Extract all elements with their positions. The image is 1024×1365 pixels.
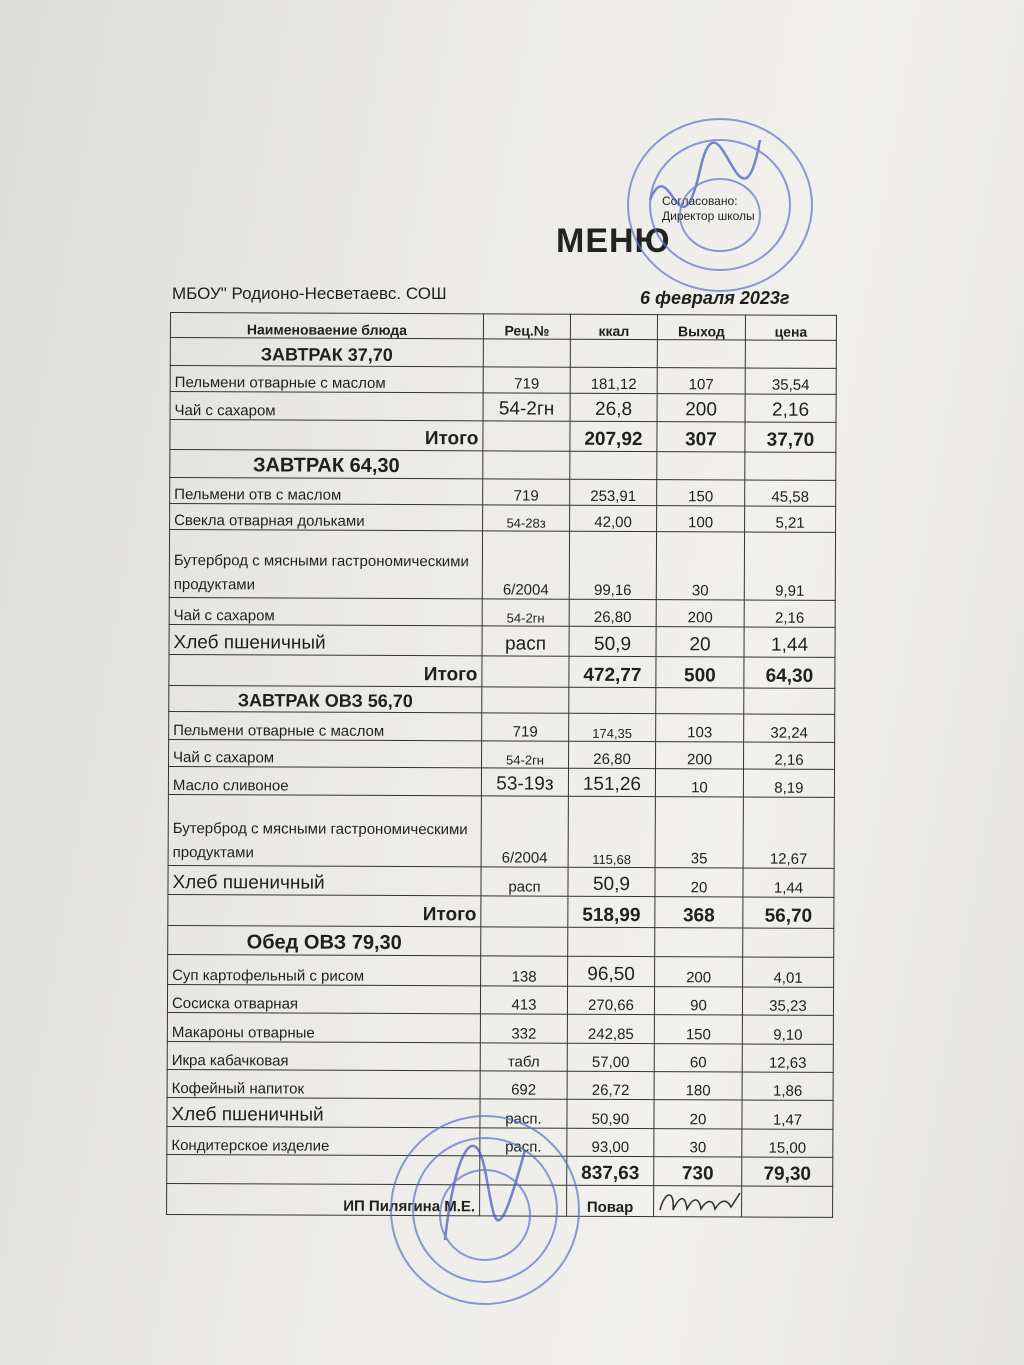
table-row xyxy=(168,766,834,797)
section-row xyxy=(168,925,834,957)
table-row xyxy=(167,1069,833,1100)
cell-kcal: 151,26 xyxy=(568,768,655,796)
table-row xyxy=(167,984,833,1015)
section-row xyxy=(169,685,835,714)
table-row xyxy=(169,530,835,601)
table-row xyxy=(167,1126,833,1157)
cell-dish: Макароны отварные xyxy=(167,1012,480,1042)
cell-yield: 730 xyxy=(654,1157,742,1186)
cell-dish: ЗАВТРАК 64,30 xyxy=(170,450,483,479)
header-yield: Выход xyxy=(657,315,745,340)
cell-price: 15,00 xyxy=(742,1129,833,1157)
cell-dish: Итого xyxy=(169,654,482,686)
table-row xyxy=(169,739,835,769)
approval-line: Согласовано: xyxy=(662,194,738,208)
header-price: цена xyxy=(745,315,836,340)
cell-price: 2,16 xyxy=(744,742,835,769)
cell-yield xyxy=(657,452,745,480)
section-row xyxy=(170,338,836,369)
cell-price xyxy=(743,928,834,957)
table-row xyxy=(169,711,835,742)
cell-kcal: 93,00 xyxy=(567,1128,654,1156)
cell-kcal: 26,80 xyxy=(569,599,656,626)
cell-yield: 368 xyxy=(655,897,743,928)
cell-recipe: 54-2гн xyxy=(482,599,569,626)
cell-kcal: 181,12 xyxy=(570,367,657,393)
cell-yield: 60 xyxy=(654,1044,742,1072)
cell-price: 45,58 xyxy=(745,480,836,506)
table-row xyxy=(167,1012,833,1044)
cell-price: 1,86 xyxy=(742,1072,833,1100)
signature-row xyxy=(167,1183,833,1217)
cell-recipe xyxy=(483,421,570,451)
cell-recipe: 332 xyxy=(480,1014,567,1043)
cell-yield: 150 xyxy=(657,480,745,506)
cell-yield: 90 xyxy=(654,987,742,1015)
cell-price: 2,16 xyxy=(745,394,836,422)
cell-price: 12,63 xyxy=(742,1044,833,1072)
header-kcal: ккал xyxy=(570,314,657,339)
cell-price xyxy=(744,688,835,714)
cell-dish: Кофейный напиток xyxy=(167,1069,480,1098)
cell-yield: 35 xyxy=(655,797,743,868)
cell-recipe: 6/2004 xyxy=(481,796,568,867)
cell-dish: Итого xyxy=(168,894,481,926)
cell-recipe: расп. xyxy=(480,1128,567,1156)
table-row xyxy=(167,1097,833,1129)
cell-yield: 30 xyxy=(654,1129,742,1157)
cell-dish: Кондитерское изделие xyxy=(167,1126,480,1155)
cell-recipe: табл xyxy=(480,1043,567,1071)
cell-kcal: 42,00 xyxy=(570,505,657,531)
total-row xyxy=(169,654,835,688)
table-row xyxy=(168,865,834,897)
cell-recipe: 6/2004 xyxy=(482,531,569,599)
cell-dish: Икра кабачковая xyxy=(167,1041,480,1070)
cell-kcal: 253,91 xyxy=(570,479,657,505)
cell-price: 35,54 xyxy=(745,368,836,394)
cell-recipe: расп. xyxy=(480,1099,567,1128)
cell-kcal: 472,77 xyxy=(569,656,656,687)
cell-yield: 100 xyxy=(657,506,745,532)
cell-price: 56,70 xyxy=(743,897,834,928)
cell-price: 9,91 xyxy=(744,532,835,600)
cell-yield: 500 xyxy=(656,657,744,688)
cell-kcal: 26,8 xyxy=(570,393,657,421)
cell-kcal: 837,63 xyxy=(567,1156,654,1185)
cell-price xyxy=(745,340,836,368)
cell-recipe: 413 xyxy=(480,986,567,1014)
cell-dish: Бутерброд с мясными гастрономическими продуктами xyxy=(168,794,481,866)
total-row xyxy=(170,420,836,453)
cell-yield: 20 xyxy=(654,1100,742,1129)
cell-yield: 307 xyxy=(657,422,745,452)
cell-dish: Чай с сахаром xyxy=(170,392,483,421)
cell-recipe: 53-19з xyxy=(481,768,568,796)
cell-recipe xyxy=(482,656,569,687)
cell-kcal: 26,80 xyxy=(569,741,656,768)
cell-yield: 10 xyxy=(655,769,743,797)
total-row xyxy=(167,1154,833,1186)
cell-kcal: 518,99 xyxy=(568,896,655,927)
approval-note xyxy=(662,194,755,224)
cell-price: 64,30 xyxy=(744,657,835,688)
cell-dish: ЗАВТРАК ОВЗ 56,70 xyxy=(169,685,482,712)
cell-dish: Масло сливоное xyxy=(168,766,481,795)
cell-kcal xyxy=(568,927,655,956)
cell-recipe: 54-28з xyxy=(483,505,570,531)
cell-yield: 200 xyxy=(656,742,744,769)
page-title: МЕНЮ xyxy=(556,222,671,260)
cell-recipe: 719 xyxy=(483,479,570,505)
cell-dish: ЗАВТРАК 37,70 xyxy=(170,338,483,367)
table-row xyxy=(170,504,836,533)
cell-dish: Суп картофельный с рисом xyxy=(168,954,481,985)
cell-yield xyxy=(655,928,743,957)
cell-recipe xyxy=(481,896,568,927)
cell-price: 9,10 xyxy=(742,1015,833,1044)
cell-recipe: 692 xyxy=(480,1071,567,1099)
cell-recipe: расп xyxy=(481,867,568,896)
cell-kcal xyxy=(570,451,657,479)
cell-price: 35,23 xyxy=(742,987,833,1015)
cell-kcal: 270,66 xyxy=(567,986,654,1014)
cell-dish: Хлеб пшеничный xyxy=(168,865,481,895)
cell-recipe: 719 xyxy=(483,367,570,393)
cell-dish: Итого xyxy=(170,420,483,451)
school-name: МБОУ" Родионо-Несветаевс. СОШ xyxy=(172,284,447,303)
cell-recipe xyxy=(483,451,570,479)
header-dish: Наименоваение блюда xyxy=(170,313,483,339)
cell-kcal: 96,50 xyxy=(568,956,655,986)
table-row xyxy=(168,954,834,987)
cell-yield: 20 xyxy=(656,627,744,657)
cell-kcal: Повар xyxy=(567,1185,654,1216)
cell-yield: 107 xyxy=(657,368,745,394)
cell-recipe xyxy=(483,339,570,367)
cell-kcal xyxy=(570,339,657,367)
cell-price: 5,21 xyxy=(745,506,836,532)
cell-recipe: 54-2гн xyxy=(483,393,570,421)
cell-yield: 20 xyxy=(655,868,743,897)
section-row xyxy=(170,450,836,481)
cell-price: 8,19 xyxy=(743,769,834,797)
table-row xyxy=(169,597,835,627)
cell-dish: Бутерброд с мясными гастрономическими продуктами xyxy=(169,530,482,599)
cell-price: 79,30 xyxy=(742,1157,833,1186)
cell-yield xyxy=(654,1186,742,1217)
cell-kcal: 207,92 xyxy=(570,421,657,451)
cell-kcal: 26,72 xyxy=(567,1071,654,1099)
cell-price: 32,24 xyxy=(744,714,835,742)
cell-dish: Чай с сахаром xyxy=(169,739,482,767)
table-row xyxy=(170,366,836,395)
table-header xyxy=(170,313,836,341)
cell-kcal xyxy=(569,687,656,713)
cell-dish xyxy=(167,1154,480,1184)
total-row xyxy=(168,894,834,928)
header-recipe: Рец.№ xyxy=(483,314,570,339)
cell-yield: 180 xyxy=(654,1072,742,1100)
cell-price: 12,67 xyxy=(743,797,834,868)
cell-dish: Пельмени отварные с маслом xyxy=(170,366,483,393)
cell-kcal: 57,00 xyxy=(567,1043,654,1071)
cell-kcal: 50,9 xyxy=(569,626,656,656)
cell-price: 2,16 xyxy=(744,600,835,627)
cell-dish: Пельмени отв с маслом xyxy=(170,478,483,505)
cell-dish: Обед ОВЗ 79,30 xyxy=(168,925,481,955)
cell-recipe xyxy=(480,1156,567,1185)
cell-price: 1,44 xyxy=(743,868,834,897)
cell-dish: Хлеб пшеничный xyxy=(167,1097,480,1127)
cell-recipe xyxy=(481,927,568,956)
cell-yield: 30 xyxy=(656,532,744,600)
cell-recipe: 138 xyxy=(481,956,568,986)
menu-date: 6 февраля 2023г xyxy=(640,288,790,308)
approval-position: Директор школы xyxy=(662,209,755,223)
cell-recipe xyxy=(480,1185,567,1216)
cell-yield: 200 xyxy=(656,600,744,627)
cell-dish: Свекла отварная дольками xyxy=(170,504,483,531)
cell-kcal: 99,16 xyxy=(569,531,656,599)
cell-yield: 150 xyxy=(654,1015,742,1044)
cell-yield xyxy=(657,340,745,368)
cell-price: 4,01 xyxy=(743,957,834,987)
cell-yield: 103 xyxy=(656,714,744,742)
cell-yield: 200 xyxy=(657,394,745,422)
table-row xyxy=(170,478,836,507)
table-row xyxy=(167,1041,833,1072)
table-row xyxy=(169,624,835,657)
cell-kcal: 174,35 xyxy=(569,713,656,741)
cell-kcal: 115,68 xyxy=(568,796,655,867)
menu-table xyxy=(166,312,837,1218)
cell-price: 37,70 xyxy=(745,422,836,452)
cell-price xyxy=(745,452,836,480)
cell-dish: Сосиска отварная xyxy=(167,984,480,1013)
cell-price: 1,44 xyxy=(744,627,835,657)
cell-kcal: 242,85 xyxy=(567,1014,654,1043)
cell-dish: ИП Пилягина М.Е. xyxy=(167,1183,480,1215)
cell-recipe: расп xyxy=(482,626,569,656)
cell-dish: Чай с сахаром xyxy=(169,597,482,625)
table-row xyxy=(170,392,836,423)
cell-kcal: 50,90 xyxy=(567,1099,654,1128)
cell-recipe xyxy=(482,687,569,713)
cell-dish: Хлеб пшеничный xyxy=(169,624,482,655)
cell-yield xyxy=(656,688,744,714)
cell-recipe: 54-2гн xyxy=(482,741,569,768)
cell-kcal: 50,9 xyxy=(568,867,655,896)
table-row xyxy=(168,794,834,868)
cell-dish: Пельмени отварные с маслом xyxy=(169,711,482,740)
cell-price xyxy=(742,1186,833,1217)
cell-yield: 200 xyxy=(655,957,743,987)
cell-price: 1,47 xyxy=(742,1100,833,1129)
cell-recipe: 719 xyxy=(482,713,569,741)
